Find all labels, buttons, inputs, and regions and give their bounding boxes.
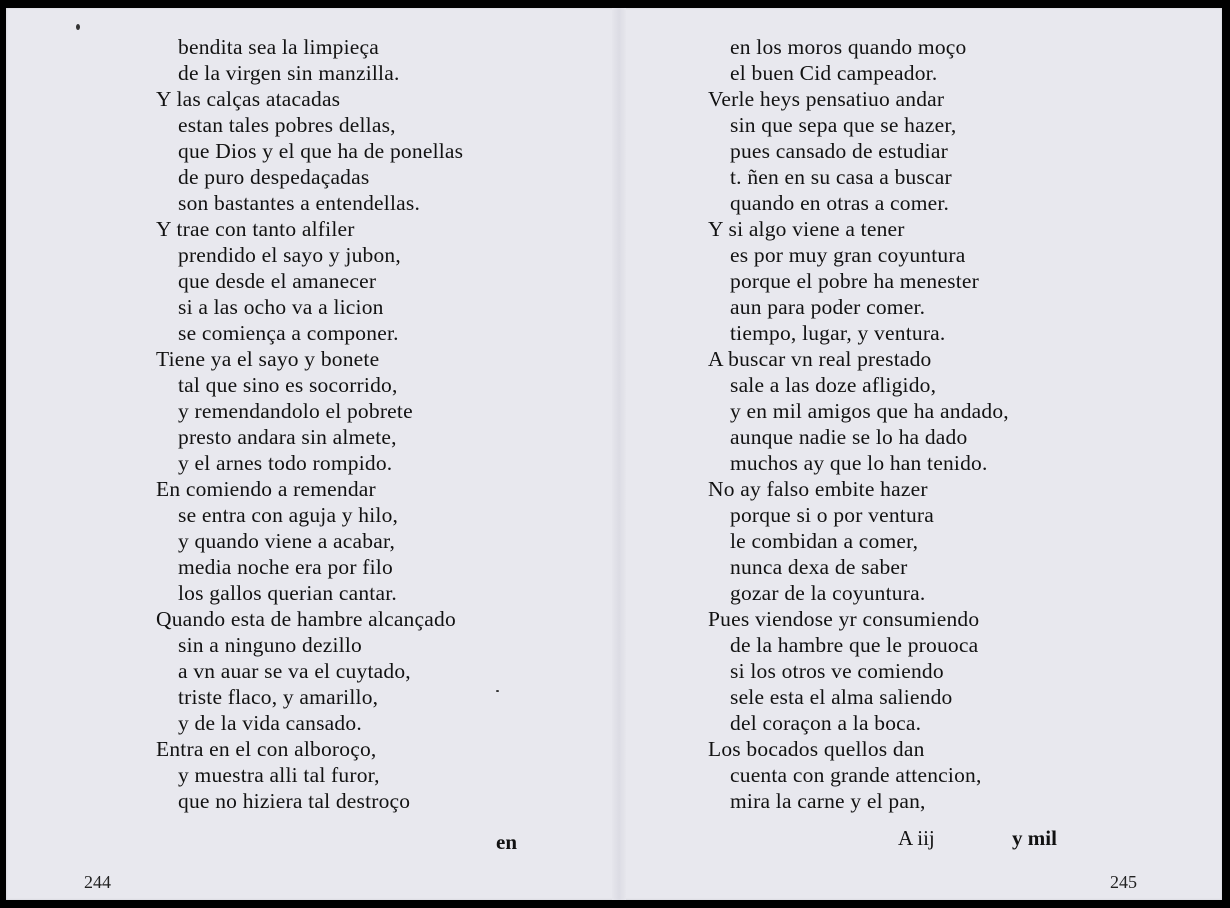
text-line: que desde el amanecer <box>178 269 377 293</box>
text-line: y de la vida cansado. <box>178 711 362 735</box>
text-line: y el arnes todo rompido. <box>178 451 393 475</box>
text-line: nunca dexa de saber <box>730 555 908 579</box>
text-line: se entra con aguja y hilo, <box>178 503 399 527</box>
text-line: que Dios y el que ha de ponellas <box>178 139 464 163</box>
text-line: Entra en el con alboroço, <box>156 737 377 761</box>
text-line: prendido el sayo y jubon, <box>178 243 401 267</box>
text-line: de puro despedaçadas <box>178 165 370 189</box>
text-line: pues cansado de estudiar <box>730 139 948 163</box>
text-line: gozar de la coyuntura. <box>730 581 926 605</box>
left-page-number: 244 <box>84 872 111 892</box>
text-line: aunque nadie se lo ha dado <box>730 425 968 449</box>
text-line: son bastantes a entendellas. <box>178 191 421 215</box>
signature-mark: A iij <box>898 826 935 850</box>
right-page-text <box>708 34 1108 814</box>
text-line: y muestra alli tal furor, <box>178 763 380 787</box>
text-line: En comiendo a remendar <box>156 477 376 501</box>
text-line: Y si algo viene a tener <box>708 217 905 241</box>
text-line: de la virgen sin manzilla. <box>178 61 400 85</box>
text-line: Quando esta de hambre alcançado <box>156 607 456 631</box>
text-line: cuenta con grande attencion, <box>730 763 982 787</box>
text-line: en los moros quando moço <box>730 35 967 59</box>
text-line: el buen Cid campeador. <box>730 61 938 85</box>
text-line: de la hambre que le prouoca <box>730 633 979 657</box>
text-line: y quando viene a acabar, <box>178 529 396 553</box>
text-line: y en mil amigos que ha andado, <box>730 399 1009 423</box>
book-gutter <box>612 8 626 900</box>
right-catchword: y mil <box>1012 826 1057 850</box>
text-line: mira la carne y el pan, <box>730 789 926 813</box>
text-line: Y trae con tanto alfiler <box>156 217 355 241</box>
text-line: Y las calças atacadas <box>156 87 341 111</box>
text-line: del coraçon a la boca. <box>730 711 922 735</box>
text-line: sin a ninguno dezillo <box>178 633 362 657</box>
right-page-number: 245 <box>1110 872 1137 892</box>
text-line: media noche era por filo <box>178 555 393 579</box>
text-line: Tiene ya el sayo y bonete <box>156 347 380 371</box>
text-line: quando en otras a comer. <box>730 191 950 215</box>
text-line: bendita sea la limpieça <box>178 35 379 59</box>
text-line: tal que sino es socorrido, <box>178 373 398 397</box>
text-line: y remendandolo el pobrete <box>178 399 413 423</box>
text-line: los gallos querian cantar. <box>178 581 397 605</box>
text-line: Verle heys pensatiuo andar <box>708 87 945 111</box>
text-line: sele esta el alma saliendo <box>730 685 953 709</box>
text-line: No ay falso embite hazer <box>708 477 928 501</box>
text-line: si a las ocho va a licion <box>178 295 384 319</box>
text-line: Pues viendose yr consumiendo <box>708 607 980 631</box>
text-line: Los bocados quellos dan <box>708 737 925 761</box>
text-line: sale a las doze afligido, <box>730 373 937 397</box>
text-line: muchos ay que lo han tenido. <box>730 451 988 475</box>
text-line: porque si o por ventura <box>730 503 935 527</box>
text-line: presto andara sin almete, <box>178 425 397 449</box>
text-line: es por muy gran coyuntura <box>730 243 966 267</box>
text-line: t. ñen en su casa a buscar <box>730 165 952 189</box>
text-line: porque el pobre ha menester <box>730 269 979 293</box>
text-line: si los otros ve comiendo <box>730 659 944 683</box>
left-catchword: en <box>496 830 517 854</box>
left-page-text <box>156 34 586 814</box>
text-line: que no hiziera tal destroço <box>178 789 411 813</box>
ink-speck <box>76 24 80 30</box>
text-line: aun para poder comer. <box>730 295 926 319</box>
text-line: le combidan a comer, <box>730 529 919 553</box>
text-line: a vn auar se va el cuytado, <box>178 659 411 683</box>
text-line: sin que sepa que se hazer, <box>730 113 957 137</box>
text-line: A buscar vn real prestado <box>708 347 932 371</box>
text-line: triste flaco, y amarillo, <box>178 685 379 709</box>
text-line: se comiença a componer. <box>178 321 399 345</box>
text-line: estan tales pobres dellas, <box>178 113 396 137</box>
text-line: tiempo, lugar, y ventura. <box>730 321 946 345</box>
